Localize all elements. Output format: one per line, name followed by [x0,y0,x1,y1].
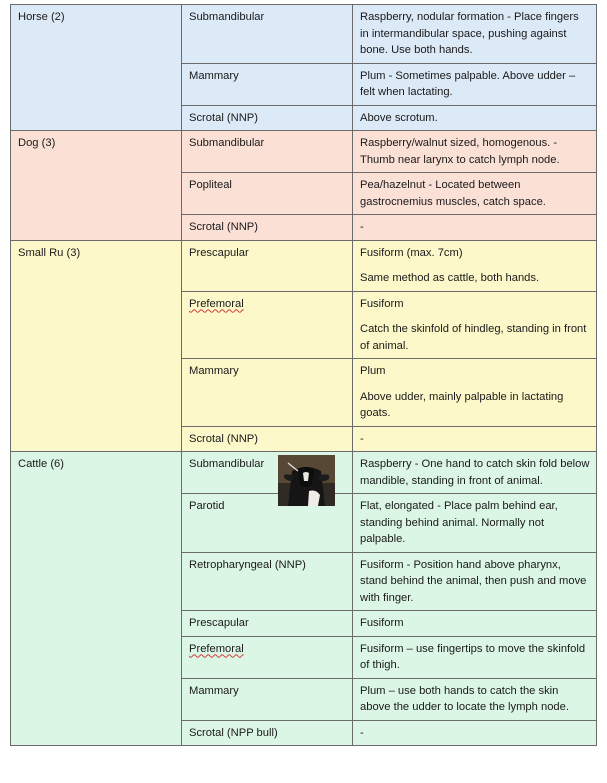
lymph-node-cell [182,611,353,637]
description-text: Raspberry/walnut sized, homogenous. - Thumb near larynx to catch lymph node. [360,137,560,166]
lymph-node-name: Prefemoral [189,297,244,310]
table-row [11,5,597,64]
table-row [11,452,597,494]
table-body [11,5,597,746]
description-text: Raspberry, nodular formation - Place fingers in intermandibular space, pushing against bone. Use both hands. [360,11,579,56]
lymph-node-name: Mammary [189,69,239,82]
description-cell [353,611,597,637]
description-cell [353,105,597,131]
lymph-node-cell [182,5,353,64]
description-cell [353,359,597,427]
description-text: Plum - Sometimes palpable. Above udder – felt when lactating. [360,69,576,98]
lymph-node-name: Submandibular [189,11,265,23]
lymph-node-cell [182,678,353,720]
lymph-node-cell [182,359,353,427]
lymph-node-name: Submandibular [189,458,265,470]
description-text: Plum – use both hands to catch the skin above the udder to locate the lymph node. [360,684,569,713]
description-text: Catch the skinfold of hindleg, standing in front of animal. [360,323,587,352]
lymph-node-cell [182,636,353,678]
lymph-node-name: Scrotal (NPP bull) [189,726,278,739]
lymph-node-name: Retropharyngeal (NNP) [189,558,306,571]
description-cell [353,131,597,173]
lymph-node-name: Prefemoral [189,642,244,655]
description-cell [353,291,597,359]
lymph-node-cell [182,131,353,173]
lymph-node-cell [182,215,353,241]
animal-cell: Small Ru (3) [11,240,182,452]
lymph-node-name: Scrotal (NNP) [189,111,258,124]
lymph-node-cell [182,291,353,359]
table-row [11,240,597,291]
description-cell [353,63,597,105]
description-text: Pea/hazelnut - Located between gastrocnemius muscles, catch space. [360,179,546,208]
description-cell [353,552,597,611]
description-cell [353,173,597,215]
lymph-node-name: Parotid [189,500,225,512]
description-text: Fusiform [360,617,404,629]
lymph-node-table [10,4,597,746]
description-cell [353,240,597,291]
lymph-node-name: Prescapular [189,617,249,629]
description-text: Plum [360,365,386,377]
description-cell [353,452,597,494]
table-row [11,131,597,173]
lymph-node-name: Submandibular [189,137,265,149]
animal-cell: Dog (3) [11,131,182,241]
lymph-node-name: Prescapular [189,246,249,259]
description-cell [353,636,597,678]
lymph-node-cell [182,173,353,215]
lymph-node-name: Popliteal [189,179,232,191]
lymph-node-cell [182,494,353,553]
description-text: Fusiform [360,297,404,310]
description-cell [353,215,597,241]
lymph-node-name: Scrotal (NNP) [189,221,258,233]
lymph-node-cell [182,63,353,105]
lymph-node-name: Mammary [189,365,239,377]
description-cell [353,426,597,452]
description-text: Flat, elongated - Place palm behind ear, standing behind animal. Normally not palpable. [360,500,558,545]
animal-cell: Horse (2) [11,5,182,131]
lymph-node-cell [182,426,353,452]
lymph-node-name: Scrotal (NNP) [189,432,258,445]
description-cell [353,720,597,746]
description-text: Same method as cattle, both hands. [360,272,540,284]
description-text: Raspberry - One hand to catch skin fold below mandible, standing in front of animal. [360,458,590,487]
description-text: - [360,726,364,739]
description-text: - [360,432,364,445]
animal-cell: Cattle (6) [11,452,182,746]
description-cell [353,494,597,553]
description-cell [353,5,597,64]
description-text: Fusiform – use fingertips to move the skinfold of thigh. [360,642,586,671]
description-cell [353,678,597,720]
lymph-node-cell [182,240,353,291]
lymph-node-name: Mammary [189,684,239,697]
lymph-node-cell [182,552,353,611]
lymph-node-cell [182,720,353,746]
description-text: Above udder, mainly palpable in lactating goats. [360,390,564,419]
lymph-node-cell [182,105,353,131]
description-text: - [360,221,364,233]
lymph-node-cell [182,452,353,494]
description-text: Fusiform (max. 7cm) [360,246,463,259]
description-text: Fusiform - Position hand above pharynx, stand behind the animal, then push and move with finger. [360,558,587,604]
description-text: Above scrotum. [360,111,438,124]
